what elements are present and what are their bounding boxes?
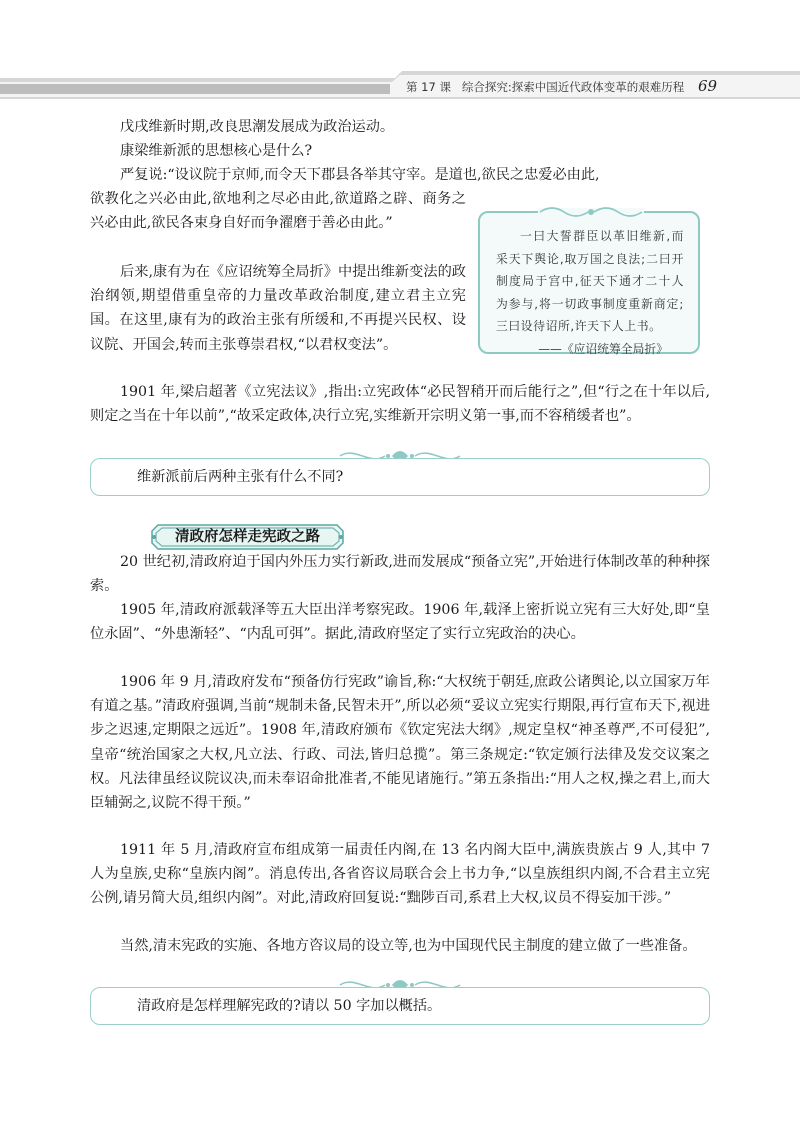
section-title-text: 清政府怎样走宪政之路 (175, 529, 320, 545)
paragraph-core-question: 康梁维新派的思想核心是什么? (120, 143, 313, 159)
paragraph-liang-qichao: 1901 年,梁启超著《立宪法议》,指出:立宪政体“必民智稍开而后能行之”,但“行之在十年以后,则定之当在十年以前”,“故采定政体,决行立宪,实维新开宗明义第一事,而不容稍缓者也”。 (90, 384, 710, 425)
lesson-number: 第 17 课 (406, 80, 451, 94)
paragraph-1906: 1906 年 9 月,清政府发布“预备仿行宪政”谕旨,称:“大权统于朝廷,庶政公诸舆论,以立国家万年有道之基。”清政府强调,当前“规制未备,民智未开”,所以必须“妥议立宪实行期限,再行宣布天下,视进步之迟速,定期限之远近”。1908 年,清政府颁布《钦定宪法大纲》,规定皇权“神圣尊严,不可侵犯”,皇帝“统治国家之大权,凡立法、行政、司法,皆归总揽”。第三条规定:“钦定颁行法律及发交议案之权。凡法律虽经议院议决,而未奉诏命批准者,不能见诸施行。”第五条指出:“用人之权,操之君上,而大臣辅弼之,议院不得干预。” (90, 674, 710, 812)
question-1-text: 维新派前后两种主张有什么不同? (137, 469, 344, 485)
paragraph-kang-youwei: 后来,康有为在《应诏统筹全局折》中提出维新变法的政治纲领,期望借重皇帝的力量改革政治制度,建立君主立宪国。在这里,康有为的政治主张有所缓和,不再提兴民权、设议院、开国会,转而主张尊崇君权,“以君权变法”。 (90, 264, 466, 353)
paragraph-reform-movement: 戊戌维新时期,改良思潮发展成为政治运动。 (120, 119, 395, 135)
paragraph-conclusion: 当然,清末宪政的实施、各地方咨议局的设立等,也为中国现代民主制度的建立做了一些准备。 (120, 938, 697, 954)
question-2-text: 清政府是怎样理解宪政的?请以 50 字加以概括。 (137, 998, 442, 1014)
page-number: 69 (697, 77, 718, 95)
lesson-title: 综合探究:探索中国近代政体变革的艰难历程 (461, 80, 685, 94)
section-title-badge (150, 523, 345, 551)
sidebox-ornament (538, 204, 644, 220)
question-box-2 (90, 987, 710, 1025)
sidebox-source: ——《应诏统筹全局折》 (538, 341, 668, 356)
sidebox-quote-text: 一曰大誓群臣以革旧维新,而采天下舆论,取万国之良法;二曰开制度局于宫中,征天下通才二十人为参与,将一切政事制度重新商定;三曰设待诏所,许天下人上书。 (496, 229, 684, 333)
paragraph-new-policy: 20 世纪初,清政府迫于国内外压力实行新政,进而发展成“预备立宪”,开始进行体制改革的种种探索。 (90, 554, 710, 595)
quote-sidebox (478, 211, 700, 354)
paragraph-yan-fu-cont: 欲教化之兴必由此,欲地利之尽必由此,欲道路之辟、商务之兴必由此,欲民各束身自好而争濯磨于善必由此。” (90, 191, 466, 232)
paragraph-1911: 1911 年 5 月,清政府宣布组成第一届责任内阁,在 13 名内阁大臣中,满族贵族占 9 人,其中 7 人为皇族,史称“皇族内阁”。消息传出,各省咨议局联合会上书力争,“以皇族组织内阁,不合君主立宪公例,请另简大员,组织内阁”。对此,清政府回复说:“黜陟百司,系君上大权,议员不得妄加干涉。” (90, 842, 710, 907)
paragraph-yan-fu: 严复说:“设议院于京师,而令天下郡县各举其守宰。是道也,欲民之忠爱必由此, (120, 167, 600, 183)
question-box-1 (90, 458, 710, 496)
paragraph-1905: 1905 年,清政府派载泽等五大臣出洋考察宪政。1906 年,载泽上密折说立宪有三大好处,即“皇位永固”、“外患渐轻”、“内乱可弭”。据此,清政府坚定了实行立宪政治的决心。 (90, 602, 710, 643)
page-header (406, 76, 717, 96)
